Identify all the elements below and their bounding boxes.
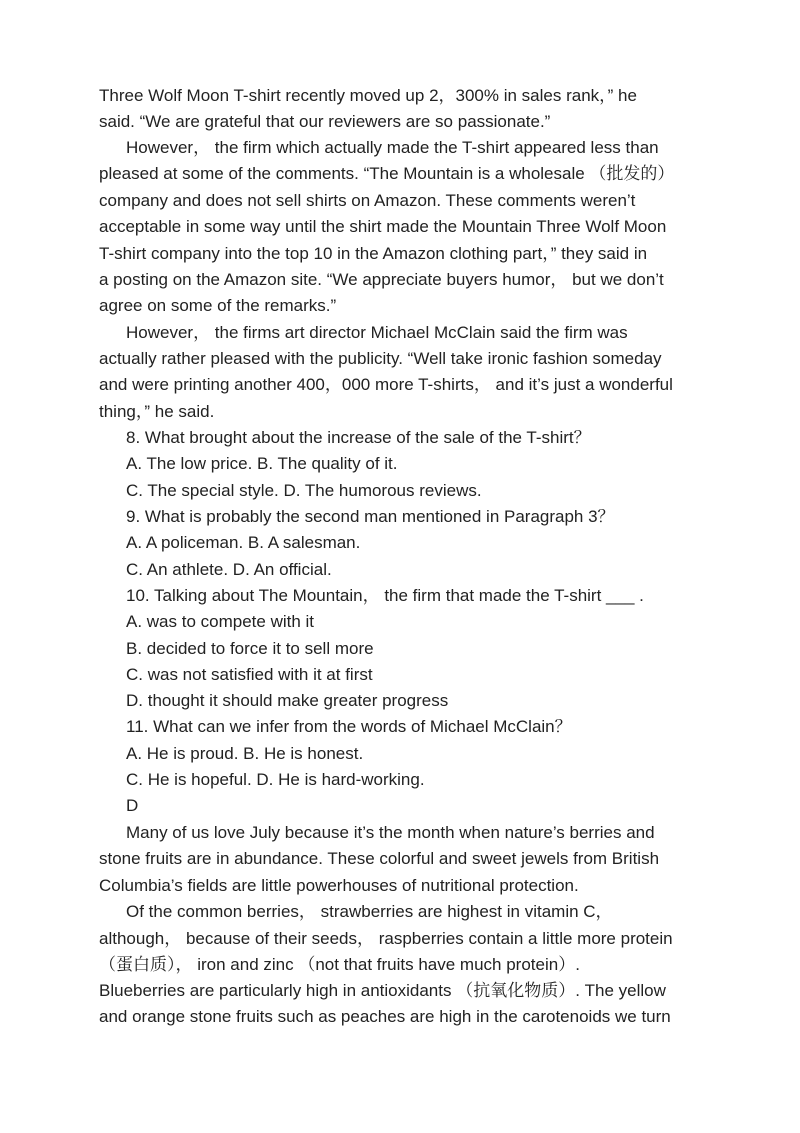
text-line: stone fruits are in abundance. These colorful and sweet jewels from British [99, 849, 660, 868]
text-line: company and does not sell shirts on Amazon. These comments weren’t [99, 191, 636, 210]
answer-option: A. was to compete with it [126, 612, 315, 631]
answer-options: C. The special style. D. The humorous reviews. [126, 481, 482, 500]
text-line: and orange stone fruits such as peaches are high in the carotenoids we turn [99, 1007, 671, 1026]
question-9: 9. What is probably the second man mentioned in Paragraph 3？ [126, 507, 615, 526]
text-line: Many of us love July because it’s the month when nature’s berries and [126, 823, 655, 842]
section-heading: D [126, 796, 139, 815]
text-line: thing，” he said. [99, 402, 215, 421]
text-line: pleased at some of the comments. “The Mountain is a wholesale （批发的） [99, 164, 675, 183]
answer-options: C. An athlete. D. An official. [126, 560, 332, 579]
text-line: Three Wolf Moon T-shirt recently moved up 2，300% in sales rank，” he [99, 86, 637, 105]
answer-options: A. A policeman. B. A salesman. [126, 533, 361, 552]
text-line: Blueberries are particularly high in antioxidants （抗氧化物质）. The yellow [99, 981, 666, 1000]
text-line: acceptable in some way until the shirt made the Mountain Three Wolf Moon [99, 217, 667, 236]
answer-options: A. He is proud. B. He is honest. [126, 744, 364, 763]
answer-option: D. thought it should make greater progress [126, 691, 449, 710]
text-line: agree on some of the remarks.” [99, 296, 337, 315]
question-10: 10. Talking about The Mountain， the firm that made the T-shirt ___ . [126, 586, 644, 605]
text-line: （蛋白质）， iron and zinc （not that fruits have much protein）. [99, 955, 580, 974]
text-line: actually rather pleased with the publicity. “Well take ironic fashion someday [99, 349, 662, 368]
answer-option: B. decided to force it to sell more [126, 639, 374, 658]
question-8: 8. What brought about the increase of the sale of the T-shirt？ [126, 428, 591, 447]
text-line: Of the common berries， strawberries are highest in vitamin C， [126, 902, 613, 921]
text-line: a posting on the Amazon site. “We appreciate buyers humor， but we don’t [99, 270, 664, 289]
answer-options: C. He is hopeful. D. He is hard-working. [126, 770, 425, 789]
text-line: However， the firms art director Michael McClain said the firm was [126, 323, 628, 342]
text-line: Columbia’s fields are little powerhouses of nutritional protection. [99, 876, 579, 895]
text-line: and were printing another 400，000 more T-shirts， and it’s just a wonderful [99, 375, 673, 394]
text-line: although， because of their seeds， raspberries contain a little more protein [99, 929, 673, 948]
text-line: T-shirt company into the top 10 in the Amazon clothing part，” they said in [99, 244, 648, 263]
text-line: said. “We are grateful that our reviewers are so passionate.” [99, 112, 551, 131]
question-11: 11. What can we infer from the words of Michael McClain？ [126, 717, 572, 736]
answer-option: C. was not satisfied with it at first [126, 665, 373, 684]
answer-options: A. The low price. B. The quality of it. [126, 454, 398, 473]
text-line: However， the firm which actually made the T-shirt appeared less than [126, 138, 659, 157]
